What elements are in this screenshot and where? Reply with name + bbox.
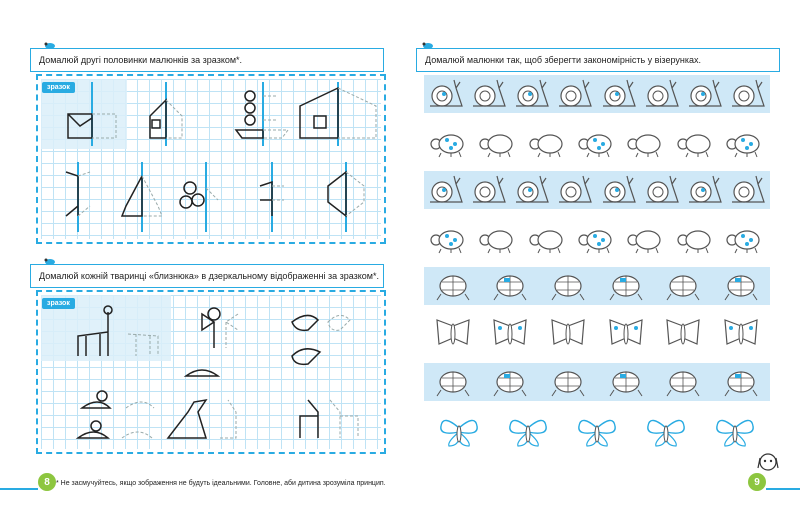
butterfly-icon <box>508 412 548 448</box>
pattern-row <box>424 363 770 401</box>
ladybug-icon <box>528 220 568 256</box>
snail-icon <box>555 172 595 208</box>
sample-label: зразок <box>42 298 75 309</box>
snail-icon <box>469 76 509 112</box>
snail-icon <box>685 172 725 208</box>
moth-icon <box>663 316 703 352</box>
beetle-icon <box>490 364 530 400</box>
snail-icon <box>469 172 509 208</box>
snail-icon <box>555 76 595 112</box>
snail-icon <box>728 76 768 112</box>
exercise-panel-mirror <box>36 290 386 454</box>
snail-icon <box>512 76 552 112</box>
pattern-row <box>424 219 770 257</box>
exercise-panel-halves <box>36 74 386 244</box>
task-header <box>30 264 384 288</box>
snail-icon <box>426 76 466 112</box>
ladybug-icon <box>725 124 765 160</box>
task-title: Домалюй кожній тваринці «близнюка» в дзеркальному відображенні за зразком*. <box>39 271 379 281</box>
butterfly-icon <box>715 412 755 448</box>
ladybug-icon <box>725 220 765 256</box>
butterfly-icon <box>646 412 686 448</box>
page-number: 8 <box>38 473 56 491</box>
beetle-icon <box>663 268 703 304</box>
beetle-icon <box>490 268 530 304</box>
ladybug-icon <box>676 220 716 256</box>
task-header <box>30 48 384 72</box>
ladybug-icon <box>429 220 469 256</box>
ladybug-icon <box>577 220 617 256</box>
pattern-row <box>424 75 770 113</box>
ladybug-icon <box>478 220 518 256</box>
snail-icon <box>512 172 552 208</box>
ladybug-icon <box>528 124 568 160</box>
ladybug-icon <box>626 124 666 160</box>
pattern-row <box>424 315 770 353</box>
animal-drawings <box>38 292 384 452</box>
pattern-row <box>424 267 770 305</box>
snail-icon <box>685 76 725 112</box>
beetle-icon <box>548 364 588 400</box>
right-page <box>400 0 800 529</box>
beetle-icon <box>433 364 473 400</box>
ladybug-icon <box>577 124 617 160</box>
moth-icon <box>548 316 588 352</box>
footnote: * Не засмучуйтесь, якщо зображення не будуть ідеальними. Головне, аби дитина зрозуміла принцип. <box>56 480 386 487</box>
snail-icon <box>642 172 682 208</box>
snail-icon <box>599 172 639 208</box>
decorative-line <box>0 488 38 490</box>
decorative-line <box>766 488 800 490</box>
moth-icon <box>490 316 530 352</box>
beetle-icon <box>721 364 761 400</box>
snail-icon <box>642 76 682 112</box>
ladybug-icon <box>626 220 666 256</box>
ladybug-icon <box>429 124 469 160</box>
dog-mascot-icon <box>754 450 782 478</box>
pattern-row <box>424 411 770 449</box>
pattern-row <box>424 123 770 161</box>
beetle-icon <box>433 268 473 304</box>
snail-icon <box>426 172 466 208</box>
butterfly-icon <box>577 412 617 448</box>
page-number: 9 <box>748 473 766 491</box>
moth-icon <box>606 316 646 352</box>
snail-icon <box>728 172 768 208</box>
beetle-icon <box>721 268 761 304</box>
snail-icon <box>599 76 639 112</box>
butterfly-icon <box>439 412 479 448</box>
half-drawings <box>38 76 384 242</box>
ladybug-icon <box>676 124 716 160</box>
moth-icon <box>433 316 473 352</box>
moth-icon <box>721 316 761 352</box>
beetle-icon <box>663 364 703 400</box>
task-title: Домалюй малюнки так, щоб зберегти закономірність у візерунках. <box>425 55 701 65</box>
task-header <box>416 48 780 72</box>
sample-label: зразок <box>42 82 75 93</box>
beetle-icon <box>548 268 588 304</box>
beetle-icon <box>606 364 646 400</box>
beetle-icon <box>606 268 646 304</box>
task-title: Домалюй другі половинки малюнків за зразком*. <box>39 55 243 65</box>
ladybug-icon <box>478 124 518 160</box>
pattern-row <box>424 171 770 209</box>
